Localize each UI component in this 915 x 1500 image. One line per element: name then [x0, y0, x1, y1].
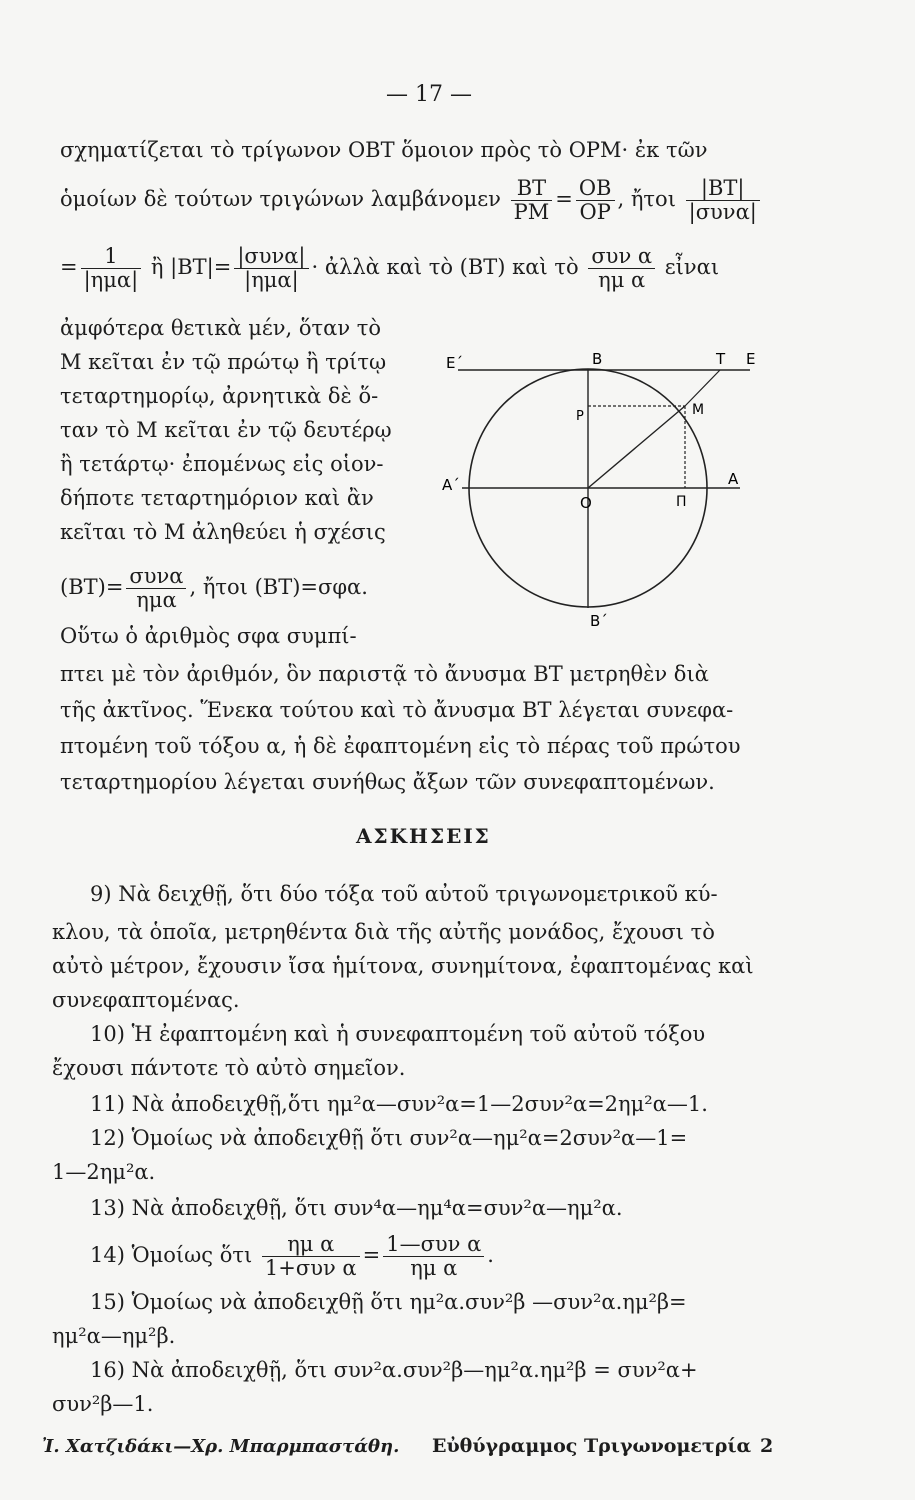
- text-segment: 14) Ὁμοίως ὅτι: [90, 1243, 253, 1267]
- text-line: Οὕτω ὁ ἀριθμὸς σφα συμπί-: [60, 624, 357, 648]
- equals-sign: =: [60, 255, 78, 279]
- page-number: — 17 —: [386, 82, 472, 107]
- unit-circle-diagram: [440, 340, 760, 640]
- label-b-prime: Β΄: [590, 612, 608, 630]
- exercise-line: ημ²α—ημ²β.: [52, 1324, 176, 1348]
- text-line: πτει μὲ τὸν ἀριθμόν, ὃν παριστᾷ τὸ ἄνυσμα ΒΤ μετρηθὲν διὰ: [60, 662, 709, 686]
- exercise-line: συνεφαπτομένας.: [52, 988, 240, 1012]
- text-line: [60, 566, 368, 611]
- fraction: $\frac{\text{συν α}}{\text{ημ α}}$: [588, 246, 655, 291]
- text-line: τῆς ἀκτῖνος. Ἕνεκα τούτου καὶ τὸ ἄνυσμα ΒΤ λέγεται συνεφα-: [60, 698, 734, 722]
- footer-title: Εὐθύγραμμος Τριγωνομετρία: [432, 1435, 752, 1457]
- section-heading: ΑΣΚΗΣΕΙΣ: [356, 824, 491, 848]
- text-line: ἢ τετάρτῳ· ἐπομένως εἰς οἱον-: [60, 452, 384, 476]
- text-line: τεταρτημορίου λέγεται συνήθως ἄξων τῶν συνεφαπτομένων.: [60, 770, 715, 794]
- exercise-line: 11) Νὰ ἀποδειχθῇ,ὅτι ημ²α—συν²α=1—2συν²α=2ημ²α—1.: [90, 1092, 708, 1116]
- exercise-line: 1—2ημ²α.: [52, 1160, 156, 1184]
- label-t: Τ: [716, 350, 726, 368]
- fraction: $\frac{|BT|}{\text{|συνα|}}$: [686, 178, 760, 223]
- label-o: Ο: [580, 494, 592, 512]
- line-otm: [685, 370, 720, 406]
- fraction: $\frac{\text{|συνα|}}{\text{|ημα|}}$: [234, 246, 308, 291]
- label-e-prime: Ε΄: [446, 354, 463, 372]
- exercise-line: 15) Ὁμοίως νὰ ἀποδειχθῇ ὅτι ημ²α.συν²β —συν²α.ημ²β=: [90, 1290, 687, 1314]
- text-segment: , ἤτοι (ΒΤ)=σφα.: [189, 575, 368, 599]
- equals-sign: =: [362, 1243, 381, 1267]
- label-p: Ρ: [576, 409, 584, 424]
- fraction: $\frac{\text{1—συν α}}{\text{ημ α}}$: [383, 1234, 484, 1279]
- text-segment: ὁμοίων δὲ τούτων τριγώνων λαμβάνομεν: [60, 187, 501, 211]
- label-e: Ε: [746, 350, 756, 368]
- text-line: σχηματίζεται τὸ τρίγωνον ΟΒΤ ὅμοιον πρὸς τὸ ΟΡΜ· ἐκ τῶν: [60, 138, 708, 162]
- text-line: τεταρτημορίῳ, ἀρνητικὰ δὲ ὅ-: [60, 384, 379, 408]
- fraction: $\frac{\text{συνα}}{\text{ημα}}$: [126, 566, 186, 611]
- exercise-line: 9) Νὰ δειχθῇ, ὅτι δύο τόξα τοῦ αὐτοῦ τριγωνομετρικοῦ κύ-: [90, 882, 718, 906]
- text-line: ἀμφότερα θετικὰ μέν, ὅταν τὸ: [60, 316, 382, 340]
- fraction: $\frac{BT}{PM}$: [511, 178, 553, 223]
- footer-sheet-number: 2: [760, 1435, 774, 1457]
- label-pi: Π: [676, 494, 687, 510]
- text-line: Μ κεῖται ἐν τῷ πρώτῳ ἢ τρίτῳ: [60, 350, 387, 374]
- text-line: κεῖται τὸ Μ ἀληθεύει ἡ σχέσις: [60, 520, 386, 544]
- text-line: [60, 246, 719, 291]
- exercise-line: συν²β—1.: [52, 1392, 154, 1416]
- radius-om: [588, 406, 685, 488]
- label-a-prime: Α΄: [442, 476, 460, 494]
- footer-authors: Ἰ. Χατζιδάκι—Χρ. Μπαρμπαστάθη.: [42, 1436, 400, 1457]
- exercise-line: ἔχουσι πάντοτε τὸ αὐτὸ σημεῖον.: [52, 1056, 406, 1080]
- text-line: [60, 178, 763, 223]
- exercise-line: 10) Ἡ ἐφαπτομένη καὶ ἡ συνεφαπτομένη τοῦ αὐτοῦ τόξου: [90, 1022, 706, 1046]
- equals-sign: =: [555, 187, 573, 211]
- exercise-line: 12) Ὁμοίως νὰ ἀποδειχθῇ ὅτι συν²α—ημ²α=2συν²α—1=: [90, 1126, 688, 1150]
- fraction: $\frac{1}{\text{|ημα|}}$: [81, 246, 142, 291]
- fraction: $\frac{OB}{OP}$: [576, 178, 615, 223]
- text-segment: .: [487, 1243, 494, 1267]
- text-segment: ἢ |ΒΤ|=: [150, 255, 232, 279]
- exercise-line: κλου, τὰ ὁποῖα, μετρηθέντα διὰ τῆς αὐτῆς μονάδος, ἔχουσι τὸ: [52, 920, 715, 944]
- text-line: δήποτε τεταρτημόριον καὶ ἂν: [60, 486, 374, 510]
- exercise-line: αὐτὸ μέτρον, ἔχουσιν ἴσα ἡμίτονα, συνημίτονα, ἐφαπτομένας καὶ: [52, 954, 754, 978]
- exercise-line: [90, 1234, 494, 1279]
- text-line: ταν τὸ Μ κεῖται ἐν τῷ δευτέρῳ: [60, 418, 392, 442]
- fraction: $\frac{\text{ημ α}}{\text{1+συν α}}$: [262, 1234, 360, 1279]
- text-segment: (ΒΤ)=: [60, 575, 124, 599]
- label-a: Α: [728, 470, 739, 488]
- text-line: πτομένη τοῦ τόξου α, ἡ δὲ ἐφαπτομένη εἰς τὸ πέρας τοῦ πρώτου: [60, 734, 741, 758]
- label-m: Μ: [692, 402, 705, 418]
- text-segment: , ἤτοι: [617, 187, 676, 211]
- text-segment: · ἀλλὰ καὶ τὸ (ΒΤ) καὶ τὸ: [311, 255, 579, 279]
- exercise-line: 16) Νὰ ἀποδειχθῇ, ὅτι συν²α.συν²β—ημ²α.ημ²β = συν²α+: [90, 1358, 698, 1382]
- exercise-line: 13) Νὰ ἀποδειχθῇ, ὅτι συν⁴α—ημ⁴α=συν²α—ημ²α.: [90, 1196, 623, 1220]
- label-b: Β: [592, 350, 603, 368]
- text-segment: εἶναι: [664, 255, 720, 279]
